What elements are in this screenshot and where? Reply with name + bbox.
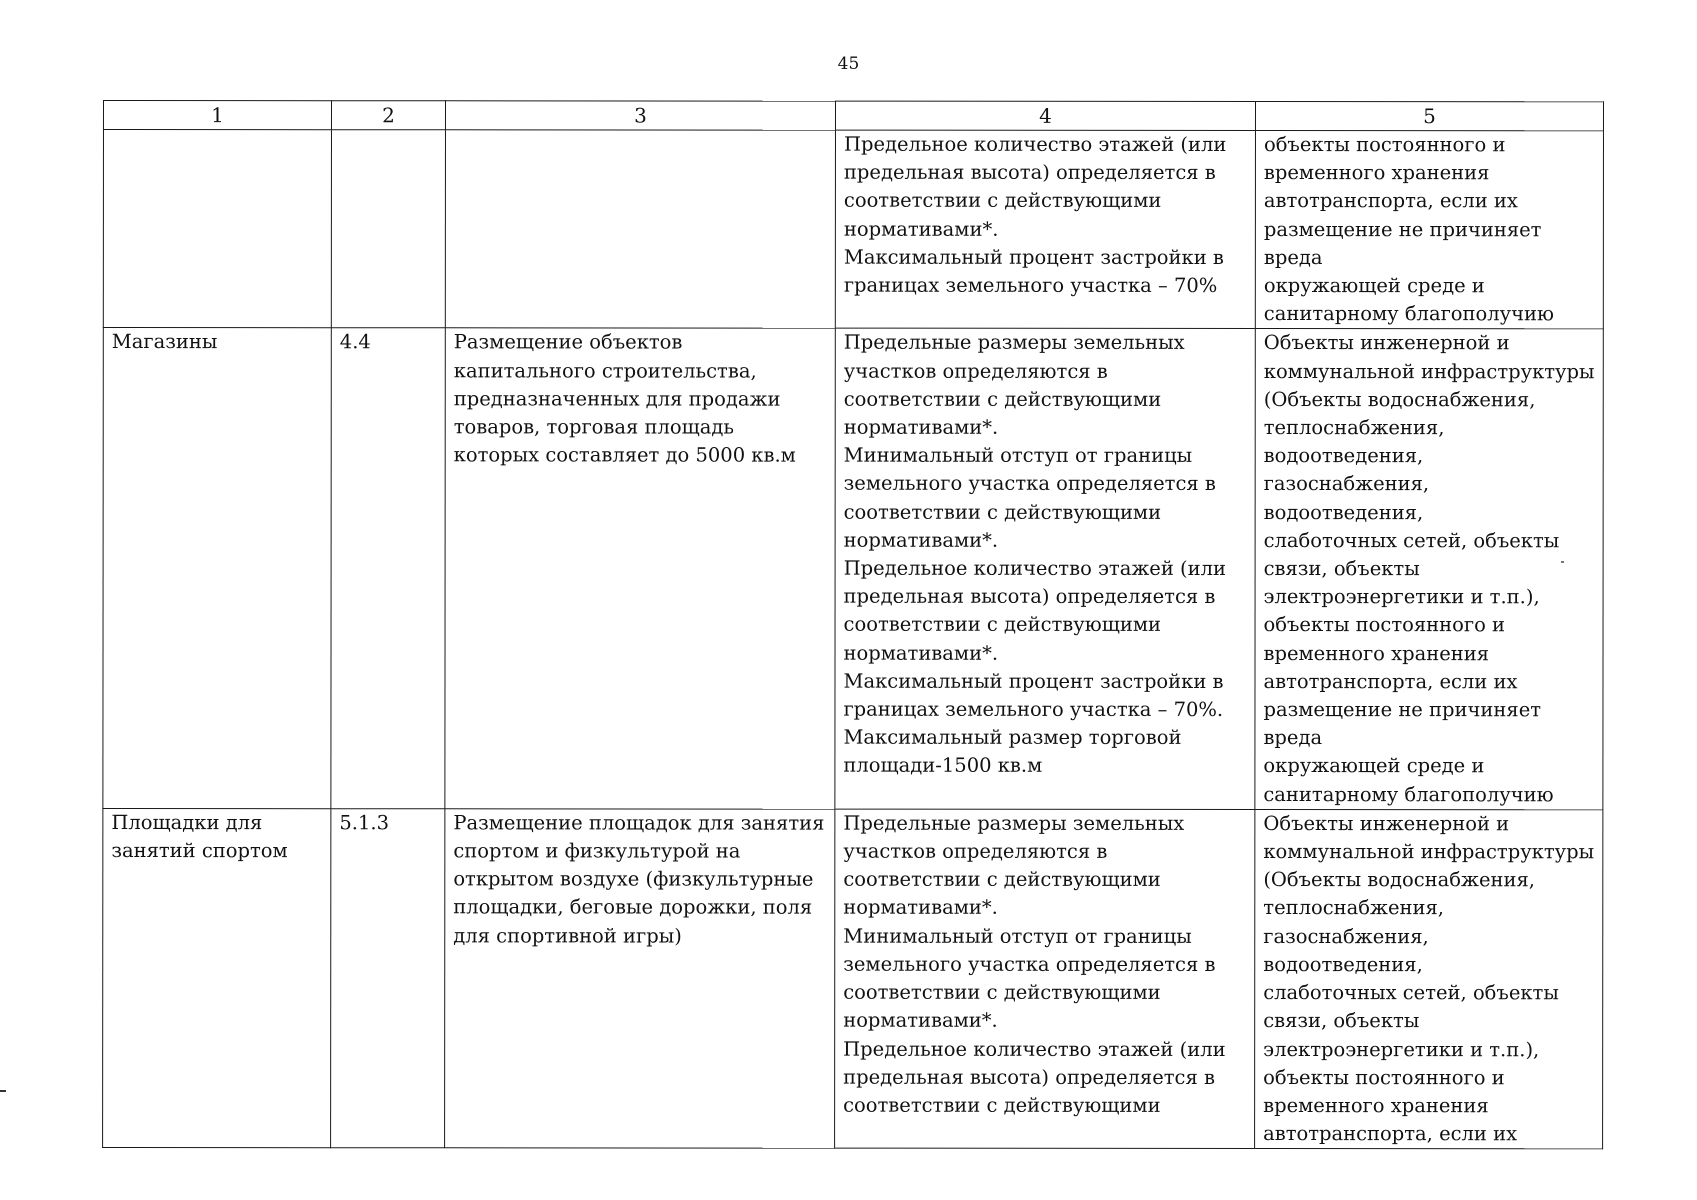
parameters-cell	[835, 130, 1255, 329]
column-header-3: 3	[445, 101, 835, 130]
page-number: 45	[837, 54, 860, 74]
auxiliary-uses-text: объекты постоянного и временного хранения автотранспорта, если их размещение не причиняет вреда окружающей среде и санитарному благополучию	[1263, 133, 1555, 326]
column-header-1: 1	[103, 101, 331, 130]
use-name-cell	[103, 328, 331, 809]
parameters-cell	[835, 329, 1255, 810]
scan-speck	[1561, 561, 1564, 563]
use-name-text: Магазины	[111, 330, 218, 354]
scan-edge-mark	[0, 1090, 6, 1092]
use-name-text: Площадки для занятий спортом	[111, 810, 288, 863]
auxiliary-uses-cell	[1255, 329, 1603, 810]
use-description-text: Размещение площадок для занятия спортом и физкультурой на открытом воздухе (физкультурные площадки, беговые дорожки, поля для спортивной игры)	[453, 811, 825, 948]
auxiliary-uses-cell	[1255, 131, 1603, 330]
column-header-5: 5	[1255, 102, 1603, 131]
use-name-cell	[103, 808, 331, 1148]
use-name-cell	[103, 130, 331, 329]
auxiliary-uses-text: Объекты инженерной и коммунальной инфраструктуры (Объекты водоснабжения, теплоснабжения, газоснабжения, водоотведения, слаботочных сетей, объекты связи, объекты электроэнергетики и т.п.), объекты постоянного и временного хранения автотранспорта, если их	[1263, 811, 1595, 1146]
parameters-cell	[835, 809, 1255, 1149]
parameters-text: Предельные размеры земельных участков определяются в соответствии с действующими нормативами*. Минимальный отступ от границы земельного участка определяется в соответствии с действующими нормативами*. Предельное количество этажей (или предельная высота) определяется в соответствии с действующими нормативами*. Максимальный процент застройки в границах земельного участка – 70%. Максимальный размер торговой площади-1500 кв.м	[843, 331, 1227, 778]
column-header-2: 2	[331, 101, 445, 130]
auxiliary-uses-text: Объекты инженерной и коммунальной инфраструктуры (Объекты водоснабжения, теплоснабжения, водоотведения, газоснабжения, водоотведения, слаботочных сетей, объекты связи, объекты электроэнергетики и т.п.), объекты постоянного и временного хранения автотранспорта, если их размещение не причиняет вреда окружающей среде и санитарному благополучию	[1263, 331, 1595, 806]
use-description-cell	[445, 809, 835, 1149]
use-code-text: 5.1.3	[339, 811, 390, 835]
use-code-cell	[331, 809, 445, 1149]
parameters-text: Предельные размеры земельных участков определяются в соответствии с действующими нормативами*. Минимальный отступ от границы земельного участка определяется в соответствии с действующими нормативами*. Предельное количество этажей (или предельная высота) определяется в соответствии с действующими	[843, 811, 1226, 1117]
use-code-cell	[331, 328, 445, 809]
table-row-continuation	[103, 130, 1603, 330]
use-description-text: Размещение объектов капитального строительства, предназначенных для продажи товаров, торговая площадь которых составляет до 5000 кв.м	[453, 330, 796, 467]
auxiliary-uses-cell	[1255, 809, 1603, 1149]
table-row-shops	[103, 328, 1603, 810]
column-header-4: 4	[835, 101, 1255, 130]
parameters-text: Предельное количество этажей (или предельная высота) определяется в соответствии с действующими нормативами*. Максимальный процент застройки в границах земельного участка – 70%	[843, 132, 1227, 297]
use-description-cell	[445, 328, 835, 809]
use-code-text: 4.4	[339, 330, 371, 354]
use-code-cell	[331, 130, 445, 329]
table-row-sports-grounds	[103, 808, 1603, 1149]
use-description-cell	[445, 130, 835, 329]
land-use-table	[102, 100, 1604, 1150]
table-header-row	[103, 101, 1603, 131]
